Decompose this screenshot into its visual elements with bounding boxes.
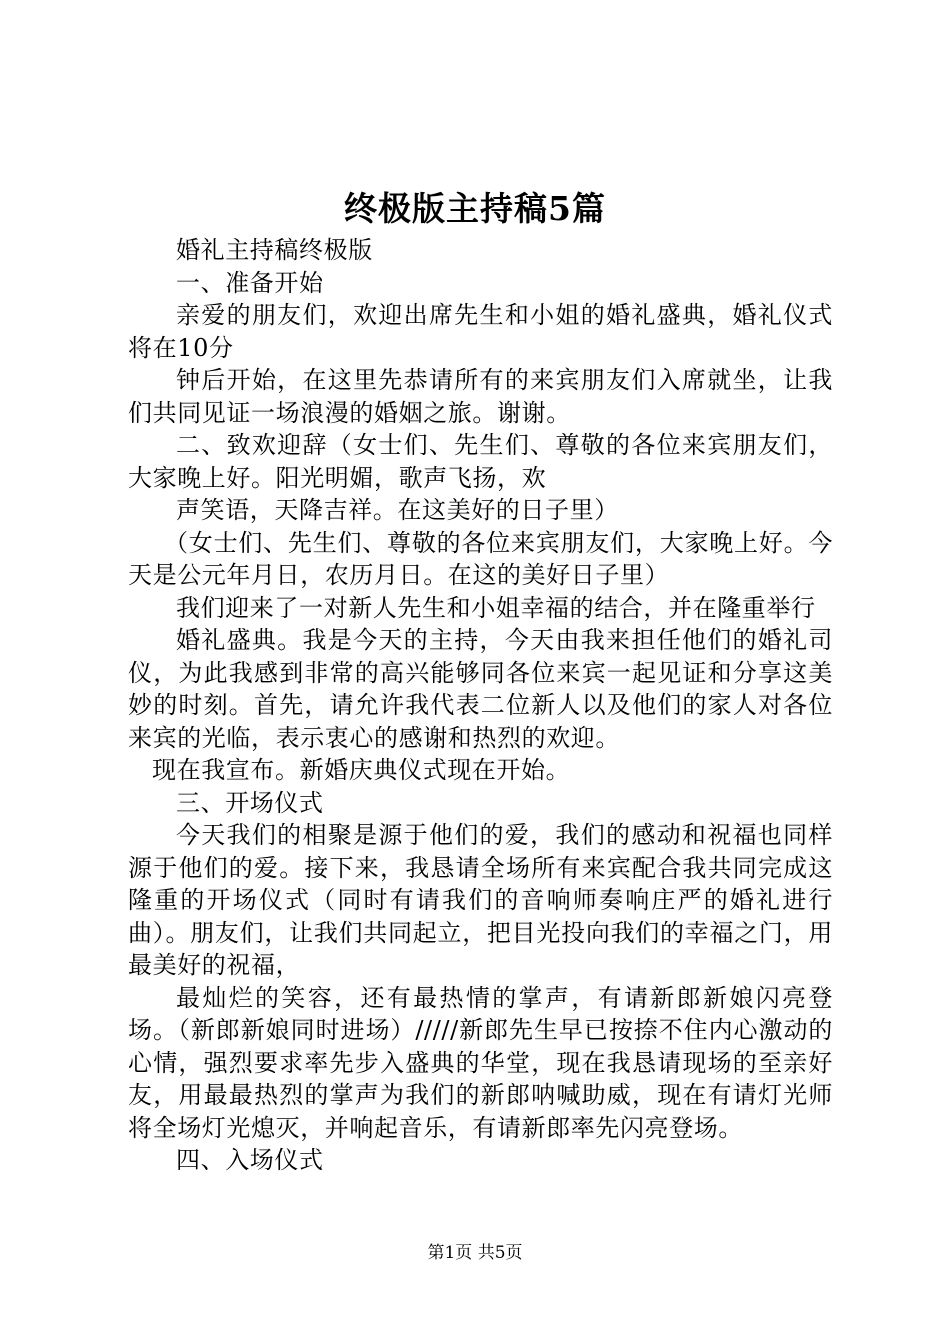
paragraph: 今天我们的相聚是源于他们的爱，我们的感动和祝福也同样源于他们的爱。接下来，我恳请全场所有来宾配合我共同完成这隆重的开场仪式（同时有请我们的音响师奏响庄严的婚礼进行曲）。朋友们，让我们共同起立，把目光投向我们的幸福之门，用最美好的祝福， (128, 821, 833, 979)
paragraph: 钟后开始，在这里先恭请所有的来宾朋友们入席就坐，让我们共同见证一场浪漫的婚姻之旅。谢谢。 (128, 366, 833, 427)
paragraph: 婚礼盛典。我是今天的主持，今天由我来担任他们的婚礼司仪，为此我感到非常的高兴能够同各位来宾一起见证和分享这美妙的时刻。首先，请允许我代表二位新人以及他们的家人对各位来宾的光临，表示衷心的感谢和热烈的欢迎。 (128, 626, 833, 752)
paragraph: （女士们、先生们、尊敬的各位来宾朋友们，大家晚上好。今天是公元年月日，农历月日。在这的美好日子里） (128, 528, 833, 589)
section-heading: 四、入场仪式 (176, 1146, 324, 1174)
paragraph: 最灿烂的笑容，还有最热情的掌声，有请新郎新娘闪亮登场。（新郎新娘同时进场）/////新郎先生早已按捺不住内心激动的心情，强烈要求率先步入盛典的华堂，现在我恳请现场的至亲好友，用最最热烈的掌声为我们的新郎呐喊助威，现在有请灯光师将全场灯光熄灭，并响起音乐，有请新郎率先闪亮登场。 (128, 983, 833, 1142)
document-title: 终极版主持稿5篇 (344, 189, 606, 228)
page-number-footer: 第1页 共5页 (427, 1243, 523, 1263)
paragraph: 我们迎来了一对新人先生和小姐幸福的结合，并在隆重举行 (176, 593, 816, 622)
paragraph: 亲爱的朋友们，欢迎出席先生和小姐的婚礼盛典，婚礼仪式将在10分 (128, 301, 833, 362)
paragraph: 现在我宣布。新婚庆典仪式现在开始。 (152, 756, 571, 784)
paragraph: 二、致欢迎辞（女士们、先生们、尊敬的各位来宾朋友们，大家晚上好。阳光明媚，歌声飞扬，欢 (128, 431, 833, 492)
section-heading: 三、开场仪式 (176, 788, 324, 817)
section-heading: 一、准备开始 (176, 268, 324, 297)
document-body (128, 234, 833, 1177)
paragraph: 声笑语，天降吉祥。在这美好的日子里） (176, 496, 619, 524)
section-heading: 婚礼主持稿终极版 (176, 236, 373, 264)
